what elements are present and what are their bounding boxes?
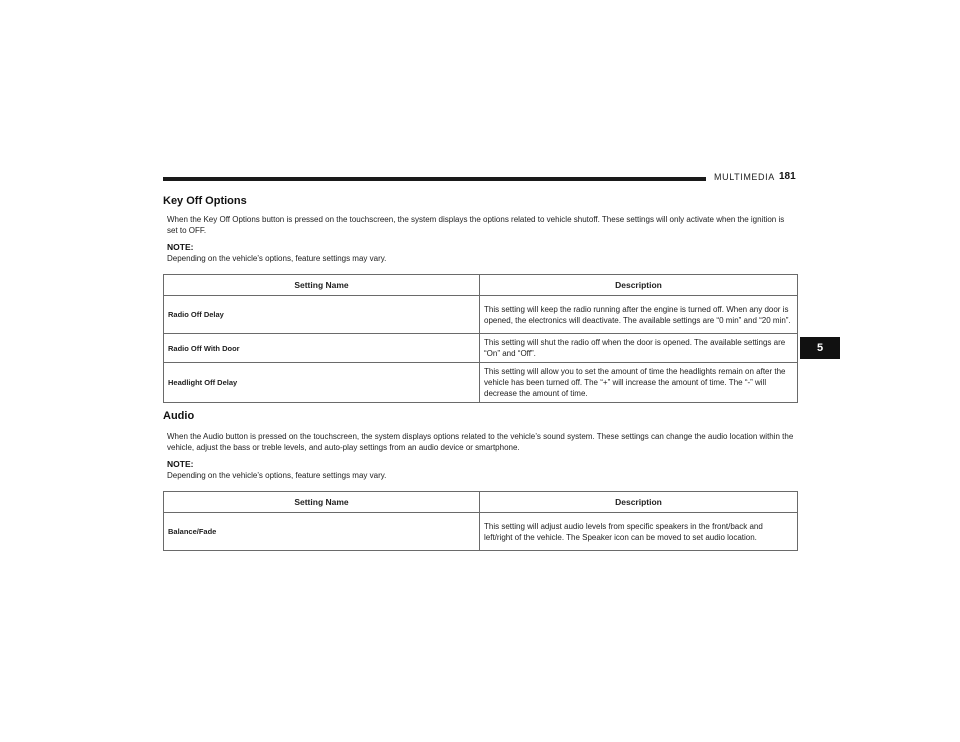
- running-head: MULTIMEDIA: [714, 172, 775, 182]
- setting-description-cell: This setting will keep the radio running after the engine is turned off. When any door is opened, the electronics will deactivate. The available settings are “0 min” and “20 min”.: [480, 296, 798, 334]
- audio-note-label: NOTE:: [167, 459, 194, 469]
- audio-intro: When the Audio button is pressed on the touchscreen, the system displays options related to the vehicle’s sound system. These settings can change the audio location within the vehicle, adjust the bass or treble levels, and auto-play settings from an audio device or smartphone.: [167, 432, 794, 452]
- setting-description-cell: This setting will allow you to set the amount of time the headlights remain on after the vehicle has been turned off. The “+” will increase the amount of time. The “-” will decrease the amount of time.: [480, 363, 798, 403]
- key-off-intro: When the Key Off Options button is pressed on the touchscreen, the system displays the options related to vehicle shutoff. These settings will only activate when the ignition is set to OFF.: [167, 215, 785, 235]
- key-off-note-text: Depending on the vehicle’s options, feature settings may vary.: [167, 254, 387, 263]
- column-header-description: Description: [480, 275, 798, 296]
- setting-name-cell: Radio Off With Door: [164, 334, 480, 363]
- audio-settings-table: [163, 491, 798, 551]
- table-row: [164, 334, 798, 363]
- key-off-settings-table: [163, 274, 798, 403]
- section-heading-audio: Audio: [163, 410, 195, 422]
- column-header-description: Description: [480, 492, 798, 513]
- table-row: [164, 513, 798, 551]
- table-header-row: [164, 492, 798, 513]
- header-rule: [163, 177, 706, 181]
- page-number: 181: [779, 171, 796, 182]
- setting-name-cell: Balance/Fade: [164, 513, 480, 551]
- key-off-note-label: NOTE:: [167, 242, 194, 252]
- chapter-tab: 5: [800, 337, 840, 359]
- table-row: [164, 363, 798, 403]
- setting-name-cell: Radio Off Delay: [164, 296, 480, 334]
- column-header-setting-name: Setting Name: [164, 275, 480, 296]
- table-header-row: [164, 275, 798, 296]
- setting-description-cell: This setting will shut the radio off when the door is opened. The available settings are “On” and “Off”.: [480, 334, 798, 363]
- table-row: [164, 296, 798, 334]
- setting-description-cell: This setting will adjust audio levels from specific speakers in the front/back and left/right of the vehicle. The Speaker icon can be moved to set audio location.: [480, 513, 798, 551]
- audio-note-text: Depending on the vehicle’s options, feature settings may vary.: [167, 471, 387, 480]
- column-header-setting-name: Setting Name: [164, 492, 480, 513]
- setting-name-cell: Headlight Off Delay: [164, 363, 480, 403]
- section-heading-key-off-options: Key Off Options: [163, 195, 247, 207]
